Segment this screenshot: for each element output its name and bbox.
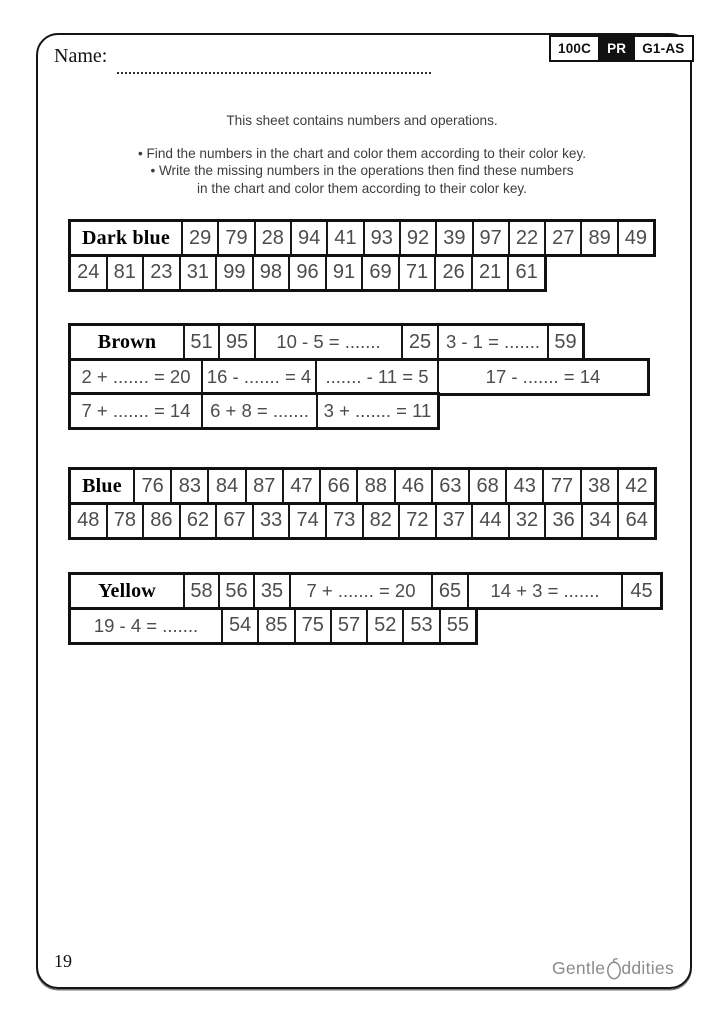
number-cell: 73 [325, 505, 362, 537]
color-key-label: Dark blue [82, 226, 170, 249]
header-badges [549, 35, 694, 62]
number-cell: 21 [471, 257, 508, 289]
number-cell: 41 [326, 222, 362, 254]
number-cell: 74 [288, 505, 325, 537]
number-cell: 84 [207, 470, 244, 502]
number-cell: 64 [617, 505, 654, 537]
number-cell: 93 [363, 222, 399, 254]
number-cell: 76 [133, 470, 170, 502]
color-key-label: Yellow [98, 579, 156, 602]
instruction-bullet-2-line-2: in the chart and color them according to their color key. [197, 180, 527, 196]
number-cell: 39 [435, 222, 471, 254]
number-cell: 51 [183, 326, 218, 358]
table-row [68, 467, 657, 505]
operation-cell: ....... - 11 = 5 [315, 361, 437, 393]
badge-pr: PR [598, 37, 633, 60]
number-cell: 49 [617, 222, 653, 254]
instruction-bullet-1: • Find the numbers in the chart and color them according to their color key. [137, 145, 587, 161]
table-row [68, 323, 585, 361]
number-cell: 58 [183, 575, 218, 607]
number-cell: 23 [142, 257, 179, 289]
number-cell: 77 [542, 470, 579, 502]
table-row [68, 358, 650, 396]
number-cell: 66 [319, 470, 356, 502]
table-row [68, 254, 547, 292]
operation-cell: 3 - 1 = ....... [437, 326, 547, 358]
instructions-title: This sheet contains numbers and operations. [226, 113, 498, 128]
number-cell: 22 [508, 222, 544, 254]
number-cell: 52 [366, 610, 402, 642]
number-cell: 47 [282, 470, 319, 502]
brand-text-post: ddities [621, 957, 674, 978]
number-cell: 62 [179, 505, 216, 537]
number-cell: 56 [218, 575, 253, 607]
operation-cell: 16 - ....... = 4 [201, 361, 315, 393]
number-cell: 69 [361, 257, 398, 289]
number-cell: 44 [471, 505, 508, 537]
number-cell: 95 [218, 326, 254, 358]
number-cell: 61 [507, 257, 544, 289]
table-row [68, 607, 478, 645]
number-cell: 81 [106, 257, 143, 289]
number-cell: 37 [435, 505, 472, 537]
brand-logo [552, 956, 674, 980]
color-key-label: Brown [97, 330, 157, 353]
operation-cell: 19 - 4 = ....... [93, 614, 199, 636]
brand-egg-o-icon [606, 956, 622, 980]
number-cell: 88 [356, 470, 393, 502]
number-cell: 36 [544, 505, 581, 537]
number-cell: 83 [170, 470, 207, 502]
name-label: Name: [54, 45, 108, 67]
number-cell: 43 [505, 470, 542, 502]
instructions [0, 112, 724, 197]
number-cell: 63 [431, 470, 468, 502]
number-cell: 54 [221, 610, 257, 642]
number-cell: 72 [398, 505, 435, 537]
color-table-blue [68, 467, 657, 540]
number-cell: 32 [508, 505, 545, 537]
table-row [68, 502, 657, 540]
number-cell: 26 [434, 257, 471, 289]
number-cell: 68 [468, 470, 505, 502]
number-cell: 31 [179, 257, 216, 289]
number-cell: 67 [215, 505, 252, 537]
number-cell: 78 [106, 505, 143, 537]
number-cell: 86 [142, 505, 179, 537]
operation-cell: 7 + ....... = 20 [289, 575, 431, 607]
number-cell: 29 [181, 222, 217, 254]
number-cell: 33 [252, 505, 289, 537]
number-cell: 27 [544, 222, 580, 254]
number-cell: 24 [77, 261, 100, 283]
operation-cell: 10 - 5 = ....... [254, 326, 401, 358]
number-cell: 55 [439, 610, 475, 642]
number-cell: 35 [253, 575, 289, 607]
number-cell: 94 [290, 222, 326, 254]
operation-cell: 2 + ....... = 20 [81, 365, 191, 387]
page-number: 19 [54, 951, 72, 971]
brand-text-pre: Gentle [551, 957, 606, 978]
number-cell: 98 [252, 257, 289, 289]
number-cell: 96 [288, 257, 325, 289]
number-cell: 38 [580, 470, 617, 502]
badge-g1-as: G1-AS [633, 37, 691, 60]
color-table-dark-blue [68, 219, 656, 292]
number-cell: 46 [394, 470, 431, 502]
number-cell: 82 [362, 505, 399, 537]
color-table-yellow [68, 572, 663, 645]
badge-100c: 100C [558, 41, 592, 56]
number-cell: 71 [398, 257, 435, 289]
number-cell: 57 [330, 610, 366, 642]
number-cell: 75 [294, 610, 330, 642]
operation-cell: 6 + 8 = ....... [201, 395, 316, 427]
operation-cell: 7 + ....... = 14 [81, 400, 191, 421]
number-cell: 59 [547, 326, 582, 358]
operation-cell: 17 - ....... = 14 [437, 361, 647, 393]
number-cell: 89 [580, 222, 616, 254]
number-cell: 92 [399, 222, 435, 254]
number-cell: 25 [401, 326, 437, 358]
number-cell: 85 [257, 610, 293, 642]
table-row [68, 572, 663, 610]
operation-cell: 14 + 3 = ....... [467, 575, 621, 607]
number-cell: 45 [621, 575, 660, 607]
color-table-brown [68, 323, 650, 430]
table-row [68, 219, 656, 257]
number-cell: 42 [617, 470, 654, 502]
number-cell: 79 [217, 222, 253, 254]
number-cell: 97 [472, 222, 508, 254]
operation-cell: 3 + ....... = 11 [316, 395, 437, 427]
number-cell: 87 [245, 470, 282, 502]
number-cell: 34 [581, 505, 618, 537]
number-cell: 28 [254, 222, 290, 254]
number-cell: 99 [215, 257, 252, 289]
table-row [68, 392, 440, 430]
number-cell: 53 [402, 610, 438, 642]
number-cell: 91 [325, 257, 362, 289]
instruction-bullet-2-line-1: • Write the missing numbers in the operations then find these numbers [150, 163, 574, 178]
color-key-label: Blue [82, 474, 122, 497]
number-cell: 65 [431, 575, 467, 607]
name-blank-line [117, 58, 431, 74]
number-cell: 48 [77, 509, 100, 531]
